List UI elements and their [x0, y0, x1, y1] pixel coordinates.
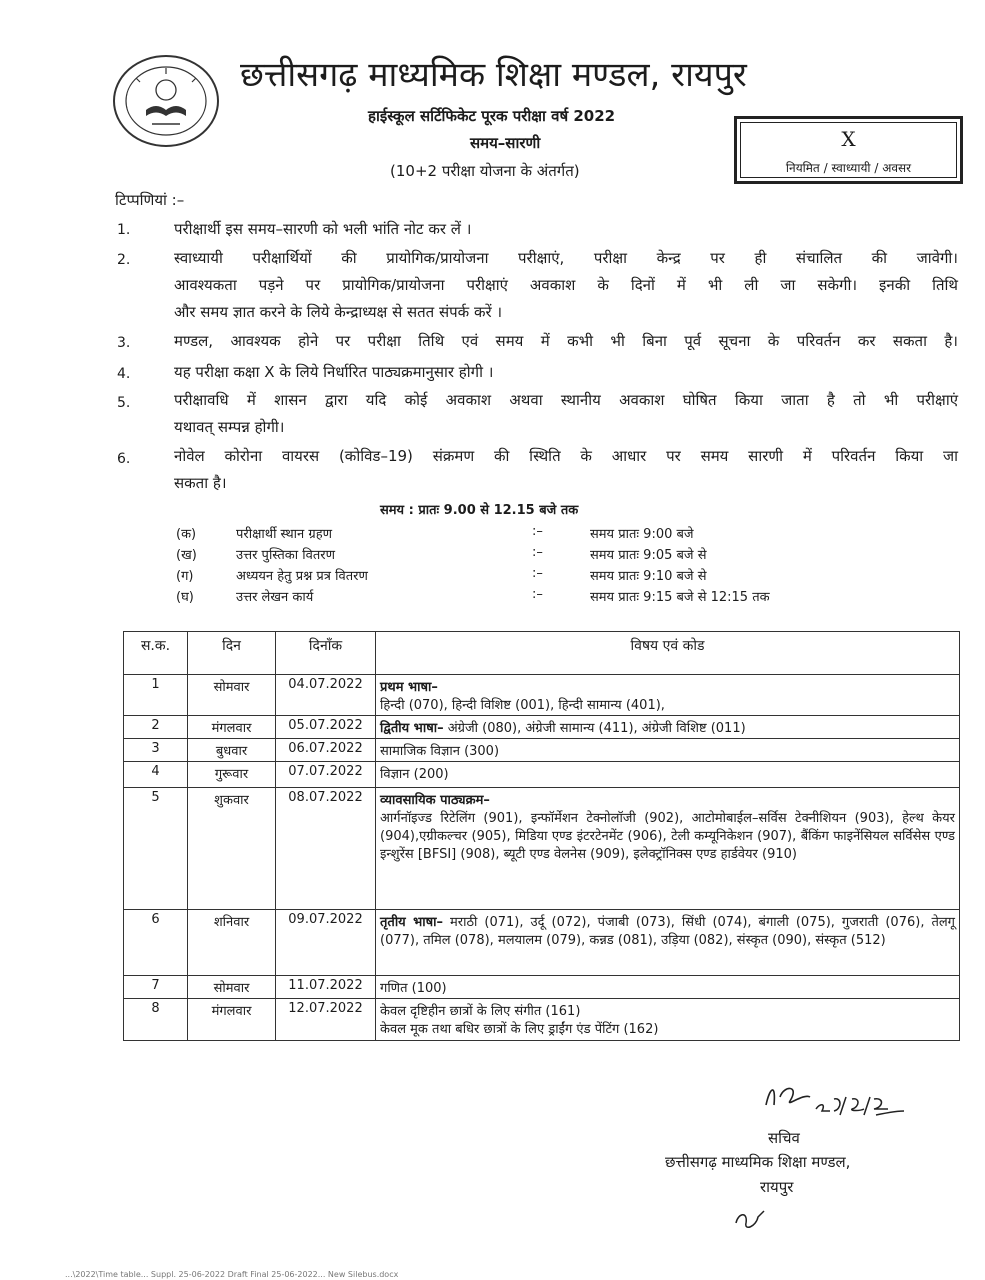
- date-cell: 04.07.2022: [276, 675, 376, 716]
- notes-heading: टिप्पणियां :–: [115, 191, 185, 209]
- serial-cell: 5: [124, 788, 188, 910]
- table-row: [124, 976, 960, 999]
- table-row: [124, 762, 960, 788]
- note-text: और समय ज्ञात करने के लिये केन्द्राध्यक्ष से सतत संपर्क करें ।: [174, 303, 503, 321]
- subject-cell: गणित (100): [376, 976, 960, 999]
- serial-cell: 3: [124, 739, 188, 762]
- timing-time: समय प्रातः 9:10 बजे से: [590, 569, 707, 584]
- subject-cell: [376, 999, 960, 1041]
- date-cell: 08.07.2022: [276, 788, 376, 910]
- class-box: [734, 116, 963, 184]
- subject-list: अंग्रेजी (080), अंग्रेजी सामान्य (411), अंग्रेजी विशिष्ट (011): [443, 721, 746, 736]
- subject-list: हिन्दी (070), हिन्दी विशिष्ट (001), हिन्दी सामान्य (401),: [380, 698, 665, 713]
- table-row: [124, 739, 960, 762]
- day-cell: गुरूवार: [188, 762, 276, 788]
- table-row: [124, 788, 960, 910]
- note-text: परीक्षार्थी इस समय–सारणी को भली भांति नोट कर लें ।: [174, 220, 472, 238]
- timing-separator: :–: [532, 587, 543, 602]
- board-seal-logo: [110, 52, 222, 150]
- day-cell: सोमवार: [188, 976, 276, 999]
- signatory-designation: सचिव: [768, 1129, 800, 1147]
- subject-group: व्यावसायिक पाठ्यक्रम–: [380, 793, 490, 808]
- table-row: [124, 999, 960, 1041]
- timing-key: (ख): [176, 548, 197, 563]
- note-text: परीक्षावधि में शासन द्वारा यदि कोई अवकाश अथवा स्थानीय अवकाश घोषित किया जाता है तो भी परीक्षाएं: [174, 391, 958, 409]
- timing-label: अध्ययन हेतु प्रश्न प्रत्र वितरण: [236, 569, 368, 584]
- class-box-inner: [740, 122, 957, 178]
- candidate-types: नियमित / स्वाध्यायी / अवसर: [785, 161, 912, 175]
- serial-cell: 4: [124, 762, 188, 788]
- timing-time: समय प्रातः 9:05 बजे से: [590, 548, 707, 563]
- schedule-title: समय–सारणी: [470, 134, 541, 152]
- date-cell: 07.07.2022: [276, 762, 376, 788]
- scheme-note: (10+2 परीक्षा योजना के अंतर्गत): [390, 162, 580, 180]
- signatory-office: छत्तीसगढ़ माध्यमिक शिक्षा मण्डल,: [665, 1153, 851, 1171]
- timing-key: (घ): [176, 590, 194, 605]
- serial-cell: 7: [124, 976, 188, 999]
- serial-cell: 2: [124, 716, 188, 739]
- day-cell: सोमवार: [188, 675, 276, 716]
- subject-cell: [376, 788, 960, 910]
- timing-heading: समय : प्रातः 9.00 से 12.15 बजे तक: [380, 503, 579, 518]
- subject-list: केवल दृष्टिहीन छात्रों के लिए संगीत (161): [380, 1004, 581, 1019]
- header-subject: विषय एवं कोड: [376, 632, 960, 675]
- note-text: यह परीक्षा कक्षा X के लिये निर्धारित पाठ्यक्रमानुसार होगी ।: [174, 363, 494, 381]
- note-text: स्वाध्यायी परीक्षार्थियों की प्रायोगिक/प्रायोजना परीक्षाएं, परीक्षा केन्द्र पर ही संचालित की जावेगी।: [174, 249, 958, 267]
- header-date: दिनाँक: [276, 632, 376, 675]
- note-text: नोवेल कोरोना वायरस (कोविड–19) संक्रमण की स्थिति के आधार पर समय सारणी में परिवर्तन किया जा: [174, 447, 958, 465]
- date-cell: 06.07.2022: [276, 739, 376, 762]
- table-row: [124, 716, 960, 739]
- day-cell: शनिवार: [188, 910, 276, 976]
- day-cell: शुकवार: [188, 788, 276, 910]
- note-number: 6.: [117, 451, 131, 467]
- footer-file-path: ...\2022\Time table... Suppl. 25-06-2022 Draft Final 25-06-2022... New Silebus.docx: [65, 1270, 399, 1279]
- date-cell: 11.07.2022: [276, 976, 376, 999]
- subject-group: द्वितीय भाषा–: [380, 721, 444, 736]
- signatory-city: रायपुर: [760, 1178, 794, 1196]
- subject-list: केवल मूक तथा बधिर छात्रों के लिए ड्राईंग एंड पेंटिंग (162): [380, 1022, 659, 1037]
- board-title: छत्तीसगढ़ माध्यमिक शिक्षा मण्डल, रायपुर: [240, 55, 747, 95]
- table-header-row: [124, 632, 960, 675]
- date-cell: 09.07.2022: [276, 910, 376, 976]
- serial-cell: 6: [124, 910, 188, 976]
- subject-cell: विज्ञान (200): [376, 762, 960, 788]
- subject-cell: [376, 675, 960, 716]
- note-number: 3.: [117, 335, 131, 351]
- header-serial: स.क.: [124, 632, 188, 675]
- subject-cell: [376, 716, 960, 739]
- note-number: 5.: [117, 395, 131, 411]
- subject-list: मराठी (071), उर्दू (072), पंजाबी (073), सिंधी (074), बंगाली (075), गुजराती (076), तेलगू (077), तमिल (078), मलयालम (079), कन्नड (081), उड़िया (082), संस्कृत (090), संस्कृत (512): [380, 915, 955, 948]
- table-row: [124, 910, 960, 976]
- subject-group: तृतीय भाषा–: [380, 915, 444, 930]
- subject-list: आर्गनॉइज्ड रिटेलिंग (901), इन्फॉर्मेशन टेक्नोलॉजी (902), आटोमोबाईल–सर्विस टेक्नीशियन (903), हेल्थ केयर (904),एग्रीकल्चर (905), मिडिया एण्ड इंटरटेनमेंट (906), टेली कम्यूनिकेशन (907), बैंकिंग फाइनेंसियल सर्विसेस एण्ड इन्शुरेंस [BFSI] (908), ब्यूटी एण्ड वेलनेस (909), इलेक्ट्रॉनिक्स एण्ड हार्डवेयर (910): [380, 811, 955, 862]
- timing-separator: :–: [532, 566, 543, 581]
- subject-cell: सामाजिक विज्ञान (300): [376, 739, 960, 762]
- day-cell: मंगलवार: [188, 716, 276, 739]
- timing-label: उत्तर लेखन कार्य: [236, 590, 314, 605]
- timing-label: उत्तर पुस्तिका वितरण: [236, 548, 335, 563]
- date-cell: 12.07.2022: [276, 999, 376, 1041]
- timing-separator: :–: [532, 545, 543, 560]
- timing-key: (ग): [176, 569, 194, 584]
- handwritten-signature: [760, 1075, 910, 1125]
- timing-key: (क): [176, 527, 197, 542]
- note-text: सकता है।: [174, 474, 227, 492]
- note-text: मण्डल, आवश्यक होने पर परीक्षा तिथि एवं समय में कभी भी बिना पूर्व सूचना के परिवर्तन कर सकता है।: [174, 332, 958, 350]
- table-row: [124, 675, 960, 716]
- timing-time: समय प्रातः 9:00 बजे: [590, 527, 694, 542]
- subject-cell: [376, 910, 960, 976]
- handwritten-initials: [730, 1205, 770, 1235]
- note-number: 2.: [117, 252, 131, 268]
- serial-cell: 1: [124, 675, 188, 716]
- note-text: आवश्यकता पड़ने पर प्रायोगिक/प्रायोजना परीक्षाएं अवकाश के दिनों में भी ली जा सकेगी। इनकी तिथि: [174, 276, 958, 294]
- day-cell: बुधवार: [188, 739, 276, 762]
- exam-title: हाईस्कूल सर्टिफिकेट पूरक परीक्षा वर्ष 2022: [368, 107, 616, 125]
- timing-separator: :–: [532, 524, 543, 539]
- exam-timetable: [123, 631, 960, 1041]
- timing-time: समय प्रातः 9:15 बजे से 12:15 तक: [590, 590, 770, 605]
- header-day: दिन: [188, 632, 276, 675]
- serial-cell: 8: [124, 999, 188, 1041]
- subject-group: प्रथम भाषा–: [380, 680, 438, 695]
- class-letter: X: [841, 127, 856, 151]
- note-number: 1.: [117, 222, 131, 238]
- day-cell: मंगलवार: [188, 999, 276, 1041]
- timing-label: परीक्षार्थी स्थान ग्रहण: [236, 527, 333, 542]
- date-cell: 05.07.2022: [276, 716, 376, 739]
- note-text: यथावत् सम्पन्न होगी।: [174, 418, 285, 436]
- note-number: 4.: [117, 366, 131, 382]
